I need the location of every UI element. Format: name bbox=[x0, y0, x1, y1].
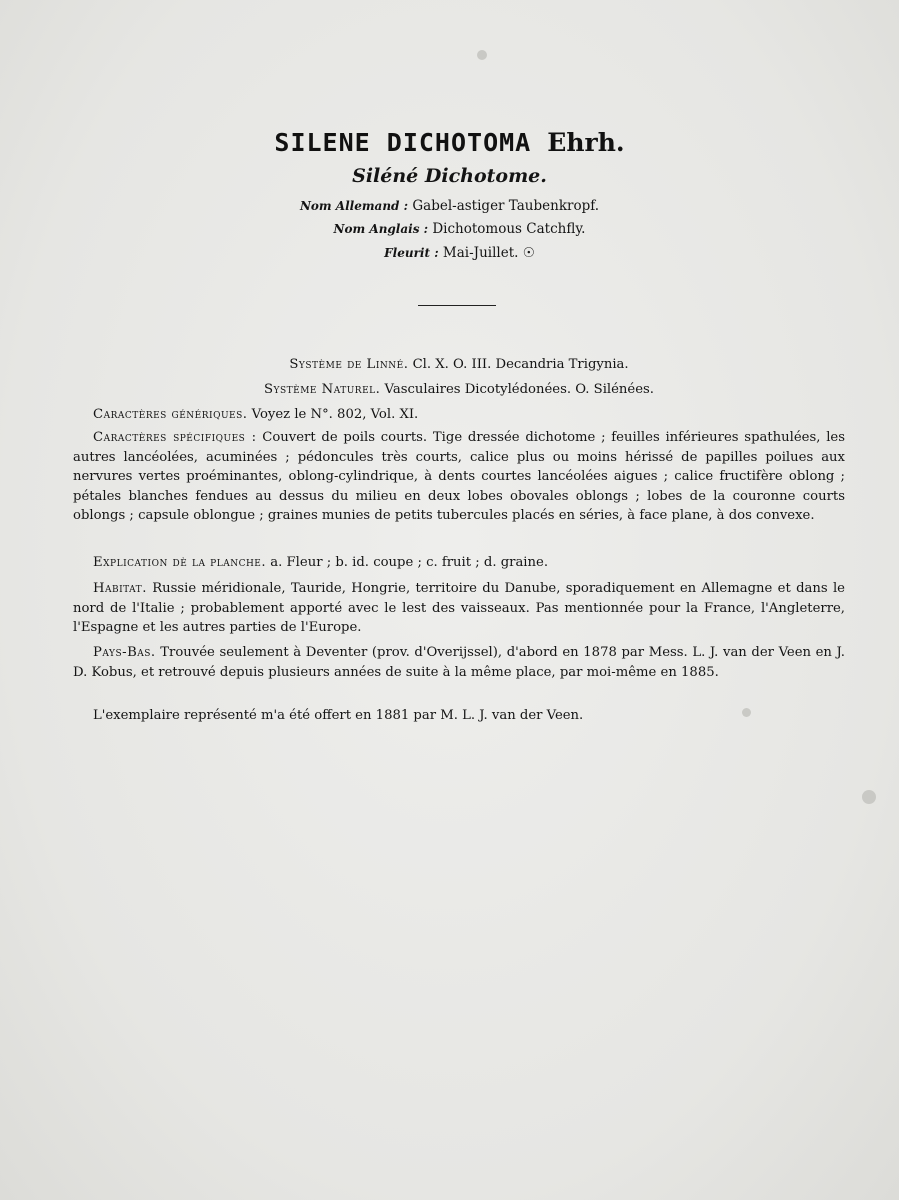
flowering-line bbox=[10, 245, 899, 261]
species-author: Ehrh. bbox=[547, 128, 625, 157]
flowering-value: Mai-Juillet. ☉ bbox=[442, 245, 535, 261]
species-name: SILENE DICHOTOMA bbox=[274, 128, 532, 157]
generiques-text: Voyez le N°. 802, Vol. XI. bbox=[251, 407, 419, 422]
common-name: Siléné Dichotome. bbox=[352, 165, 547, 187]
explication-label: Explication dè la planche. bbox=[93, 555, 267, 570]
show-through-text bbox=[300, 745, 304, 758]
english-name-line bbox=[10, 221, 899, 237]
explication-text: a. Fleur ; b. id. coupe ; c. fruit ; d. graine. bbox=[270, 555, 549, 570]
habitat-text: Russie méridionale, Tauride, Hongrie, territoire du Danube, sporadiquement en Allemagne et dans le nord de l'Italie ; probablement apporté avec le lest des vaisseaux. Pas mentionnée pour la France, l'Angleterre, l'Espagne et les autres parties de l'Europe. bbox=[73, 581, 845, 635]
paper-spot bbox=[862, 790, 876, 804]
generic-characters bbox=[93, 405, 845, 425]
specifiques-label: Caractères spécifiques : bbox=[93, 430, 257, 445]
habitat-label: Habitat. bbox=[93, 581, 147, 596]
species-title bbox=[0, 128, 899, 157]
specimen-note: L'exemplaire représenté m'a été offert en 1881 par M. L. J. van der Veen. bbox=[93, 708, 584, 723]
german-name-label: Nom Allemand : bbox=[299, 199, 409, 213]
specific-characters bbox=[73, 428, 845, 526]
linne-text: Cl. X. O. III. Decandria Trigynia. bbox=[412, 357, 629, 372]
paysbas-text: Trouvée seulement à Deventer (prov. d'Overijssel), d'abord en 1878 par Mess. L. J. van der Veen en J. D. Kobus, et retrouvé depuis plusieurs années de suite à la même place, par moi-même en 1885. bbox=[73, 645, 845, 680]
generiques-label: Caractères génériques. bbox=[93, 407, 248, 422]
naturel-text: Vasculaires Dicotylédonées. O. Silénées. bbox=[384, 382, 654, 397]
naturel-label: Système Naturel. bbox=[263, 382, 381, 397]
plate-explanation bbox=[73, 553, 845, 573]
german-name-value: Gabel-astiger Taubenkropf. bbox=[412, 198, 600, 214]
divider-rule bbox=[418, 305, 496, 306]
specifiques-text: Couvert de poils courts. Tige dressée dichotome ; feuilles inférieures spathulées, les autres lancéolées, acuminées ; pédoncules très courts, calice plus ou moins hérissé de papilles poilues aux nervures vertes proéminantes, oblong-cylindrique, à dents courtes lancéolées aigues ; calice fructifère oblong ; pétales blanches fendues au dessus du milieu en deux lobes obovales oblongs ; lobes de la couronne courts oblongs ; capsule oblongue ; graines munies de petits tubercules placés en séries, à face plane, à dos convexe. bbox=[73, 430, 845, 523]
english-name-label: Nom Anglais : bbox=[333, 222, 429, 236]
netherlands-paragraph bbox=[73, 643, 845, 682]
linne-system bbox=[73, 355, 845, 375]
habitat-paragraph bbox=[73, 579, 845, 638]
paper-spot bbox=[477, 50, 487, 60]
linne-label: Système de Linné. bbox=[289, 357, 409, 372]
english-name-value: Dichotomous Catchfly. bbox=[432, 221, 586, 237]
german-name-line bbox=[0, 198, 899, 214]
paysbas-label: Pays-Bas. bbox=[93, 645, 156, 660]
flowering-label: Fleurit : bbox=[384, 246, 439, 260]
natural-system bbox=[73, 380, 845, 400]
